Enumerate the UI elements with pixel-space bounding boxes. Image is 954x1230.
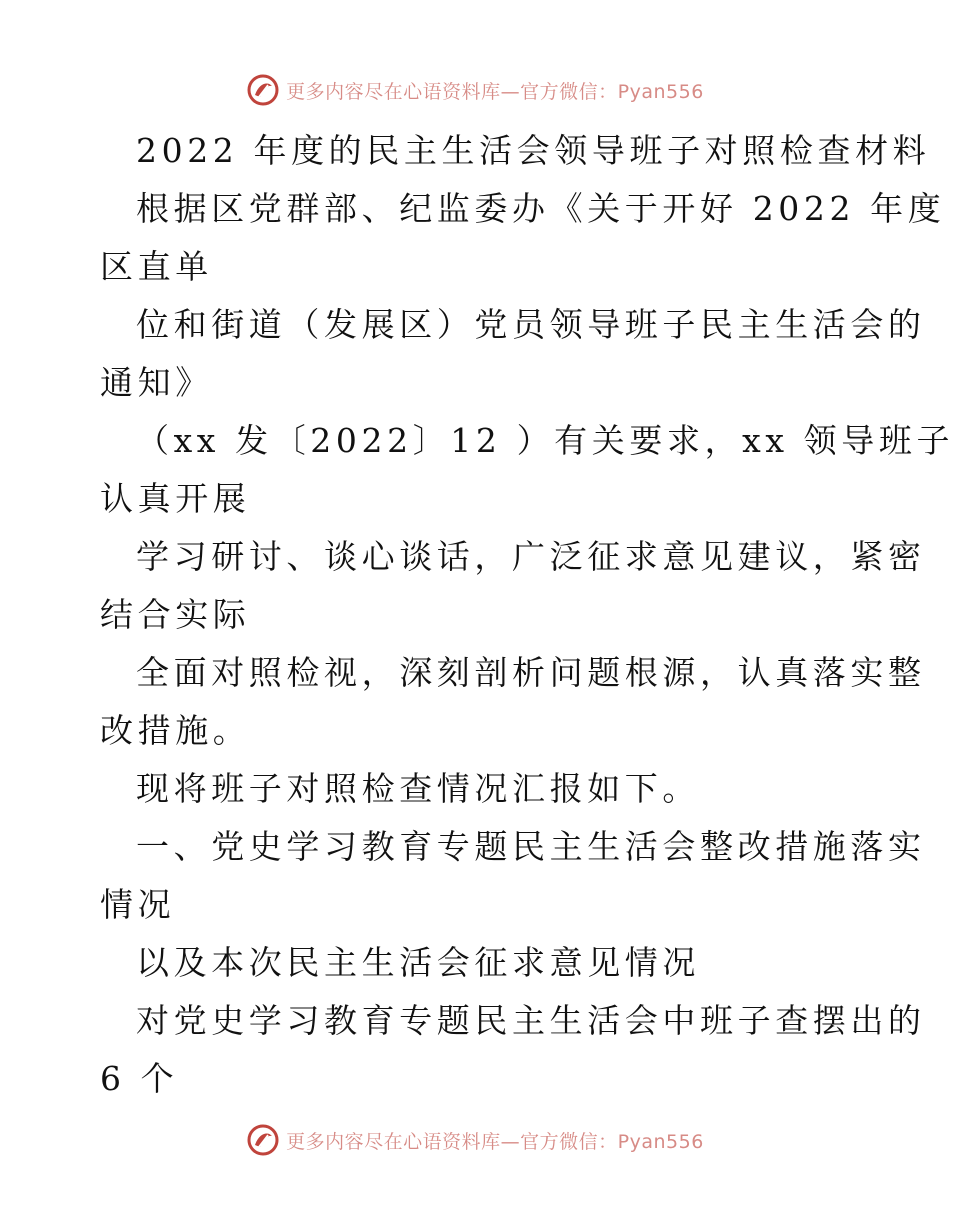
watermark-text: 更多内容尽在心语资料库—官方微信：Pyan556 <box>286 1130 704 1153</box>
watermark-header <box>0 70 950 110</box>
document-line: 结合实际 <box>100 595 251 634</box>
document-line: 改措施。 <box>100 711 251 750</box>
document-line: 位和街道（发展区）党员领导班子民主生活会的 <box>136 305 926 344</box>
document-body <box>100 122 954 1108</box>
document-line: 对党史学习教育专题民主生活会中班子查摆出的 <box>136 1001 926 1040</box>
red-swirl-logo-icon <box>246 1123 280 1157</box>
document-line: 根据区党群部、纪监委办《关于开好 2022 年度 <box>136 189 946 228</box>
document-line: 6 个 <box>100 1059 179 1098</box>
document-line: （xx 发〔2022〕12 ）有关要求，xx 领导班子 <box>136 421 954 460</box>
document-line: 以及本次民主生活会征求意见情况 <box>136 943 700 982</box>
document-line: 学习研讨、谈心谈话，广泛征求意见建议，紧密 <box>136 537 926 576</box>
document-line: 全面对照检视，深刻剖析问题根源，认真落实整 <box>136 653 926 692</box>
document-line: 情况 <box>100 885 176 924</box>
document-line: 区直单 <box>100 247 213 286</box>
document-line: 通知》 <box>100 363 213 402</box>
red-swirl-logo-icon <box>246 73 280 107</box>
document-line: 认真开展 <box>100 479 251 518</box>
watermark-text: 更多内容尽在心语资料库—官方微信：Pyan556 <box>286 80 704 103</box>
document-line: 2022 年度的民主生活会领导班子对照检查材料 <box>136 131 931 170</box>
document-line: 一、党史学习教育专题民主生活会整改措施落实 <box>136 827 926 866</box>
document-line: 现将班子对照检查情况汇报如下。 <box>136 769 700 808</box>
watermark-footer <box>0 1120 950 1160</box>
